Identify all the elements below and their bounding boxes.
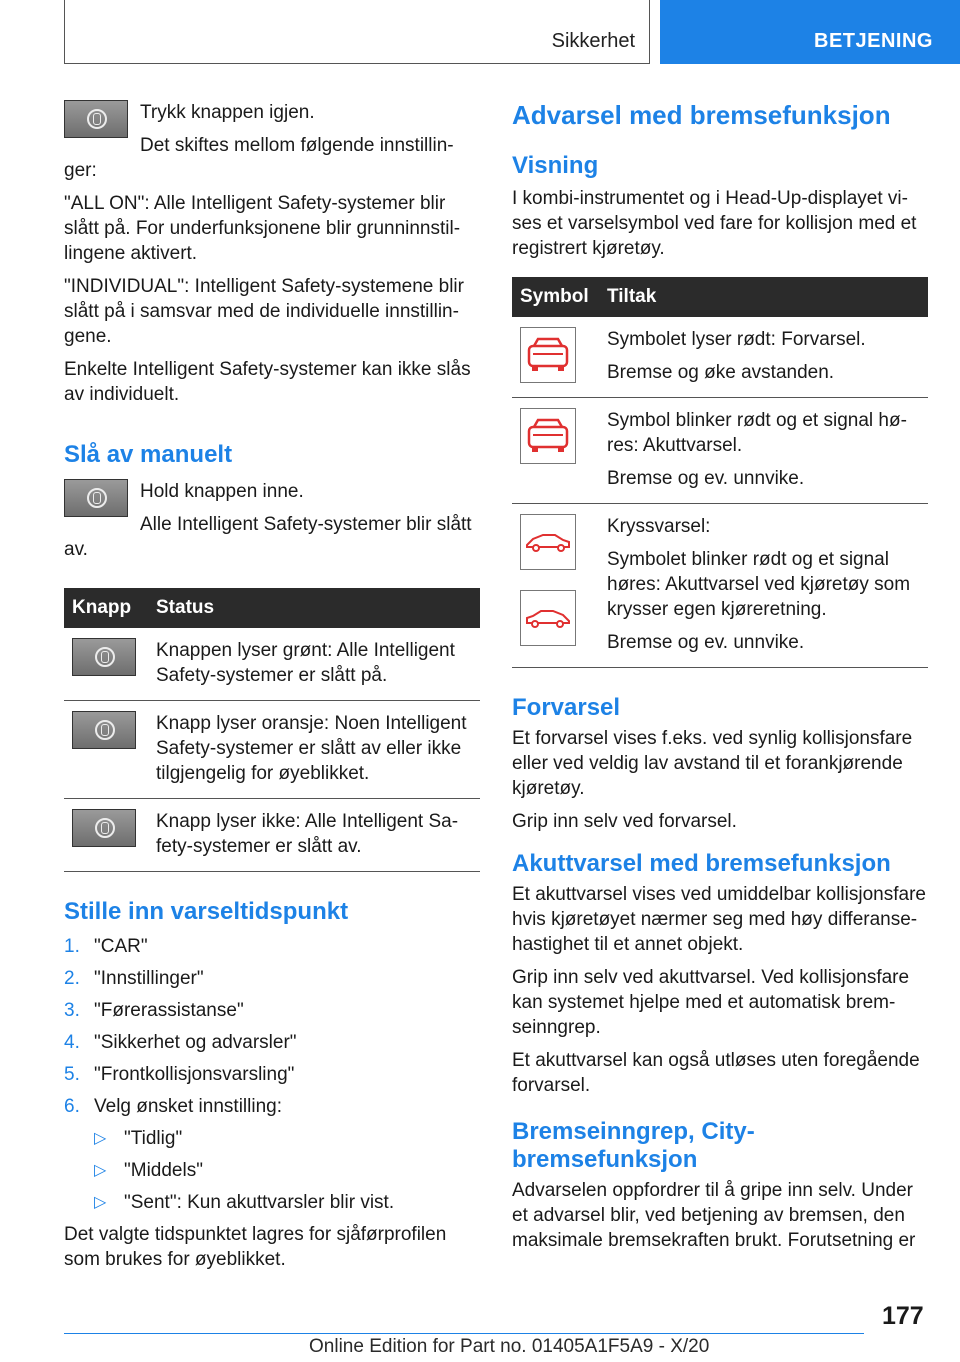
acute-warning-symbol-text: Symbol blinker rødt og et signal hø‐res: Akuttvarsel. <box>607 410 907 456</box>
intelligent-safety-button-icon <box>72 638 136 676</box>
pre-warning-symbol-text: Symbolet lyser rødt: Forvarsel. <box>607 329 866 350</box>
intelligent-safety-button-icon <box>72 711 136 749</box>
table-row <box>64 701 480 799</box>
table-row <box>512 398 928 504</box>
press-again-block <box>64 100 480 183</box>
acute-warning-trigger-text: Et akuttvarsel kan også utløses uten foregående forvarsel. <box>512 1050 920 1096</box>
individual-note-text: Enkelte Intelligent Safety-systemer kan ikke slås av individuelt. <box>64 359 471 405</box>
left-column <box>64 100 480 1272</box>
list-item: ▷ "Middels" <box>94 1160 203 1181</box>
list-item: 6. Velg ønsket innstilling: ▷ "Tidlig" ▷ "Middels" ▷ "Sent": Kun akuttvarsler blir vist. <box>64 1094 480 1215</box>
header-chapter-tab <box>660 0 960 64</box>
switch-off-heading: Slå av manuelt <box>64 441 233 468</box>
table-row <box>512 317 928 398</box>
press-again-text: Trykk knappen igjen. <box>140 102 315 123</box>
cross-warning-title: Kryssvarsel: <box>607 516 711 537</box>
acute-warning-action-text: Bremse og ev. unnvike. <box>607 468 805 489</box>
intelligent-safety-button-icon <box>64 100 128 138</box>
intelligent-safety-button-icon <box>64 479 128 517</box>
all-off-text: Alle Intelligent Safety-systemer blir slått av. <box>64 514 472 560</box>
footer-divider <box>64 1333 864 1334</box>
individual-text: "INDIVIDUAL": Intelligent Safety-systemene blir slått på i samsvar med de individuelle innstillin‐gene. <box>64 276 464 347</box>
pre-warning-intervene-text: Grip inn selv ved forvarsel. <box>512 811 737 832</box>
cross-warning-action-text: Bremse og ev. unnvike. <box>607 632 805 653</box>
table-row <box>64 628 480 701</box>
side-car-crossing-icon <box>520 590 576 646</box>
footer-edition-text: Online Edition for Part no. 01405A1F5A9 - X/20 <box>309 1336 710 1357</box>
hold-button-block <box>64 479 480 562</box>
triangle-bullet-icon: ▷ <box>94 1162 107 1179</box>
pre-warning-heading: Forvarsel <box>512 694 621 721</box>
header-section-label: Sikkerhet <box>551 30 635 52</box>
list-item: ▷ "Tidlig" <box>94 1128 183 1149</box>
table-header-symbol: Symbol <box>512 277 599 317</box>
all-on-text: "ALL ON": Alle Intelligent Safety-systemer blir slått på. For underfunksjonene blir grunninnstil‐lingene aktivert. <box>64 193 461 264</box>
hold-button-text: Hold knappen inne. <box>140 481 304 502</box>
intelligent-safety-button-icon <box>72 809 136 847</box>
option-sublist <box>94 1126 480 1215</box>
list-item: ▷ "Sent": Kun akuttvarsler blir vist. <box>94 1192 395 1213</box>
table-row <box>64 799 480 872</box>
front-car-warning-icon <box>520 327 576 383</box>
status-orange-text: Knapp lyser oransje: Noen Intelligent Safety-systemer er slått av eller ikke tilgjengelig for øyeblikket. <box>148 701 480 799</box>
display-text: I kombi-instrumentet og i Head-Up-displayet vi‐ses et varselsymbol ved fare for kollisjon med et registrert kjøretøy. <box>512 188 917 259</box>
acute-warning-heading: Akuttvarsel med bremsefunksjon <box>512 850 891 877</box>
acute-warning-text: Et akuttvarsel vises ved umiddelbar kollisjonsfare hvis kjøretøyet nærmer seg med høy differanse‐hastighet til et annet objekt. <box>512 884 926 955</box>
acute-warning-intervene-text: Grip inn selv ved akuttvarsel. Ved kollisjonsfare kan systemet hjelpe med et automatisk brem‐seinngrep. <box>512 967 910 1038</box>
symbol-action-table <box>512 277 928 668</box>
triangle-bullet-icon: ▷ <box>94 1194 107 1211</box>
list-item: 4. "Sikkerhet og advarsler" <box>64 1032 297 1053</box>
list-item: 5. "Frontkollisjonsvarsling" <box>64 1064 295 1085</box>
table-header-action: Tiltak <box>599 277 928 317</box>
list-item: 1. "CAR" <box>64 936 148 957</box>
front-car-warning-icon <box>520 408 576 464</box>
cross-warning-text: Symbolet blinker rødt og et signal høres: Akuttvarsel ved kjøretøy som krysser egen kjøreretning. <box>607 549 911 620</box>
header-chapter-label: BETJENING <box>814 30 933 52</box>
list-item: 3. "Førerassistanse" <box>64 1000 244 1021</box>
side-car-crossing-icon <box>520 514 576 570</box>
list-item: 2. "Innstillinger" <box>64 968 204 989</box>
triangle-bullet-icon: ▷ <box>94 1130 107 1147</box>
steps-list <box>64 934 480 1215</box>
status-green-text: Knappen lyser grønt: Alle Intelligent Safety-systemer er slått på. <box>148 628 480 701</box>
table-row <box>512 504 928 668</box>
toggle-settings-text: Det skiftes mellom følgende innstillin‐ger: <box>64 135 454 181</box>
warning-time-heading: Stille inn varseltidspunkt <box>64 898 349 925</box>
table-header-status: Status <box>148 588 480 628</box>
status-off-text: Knapp lyser ikke: Alle Intelligent Sa‐fety-systemer er slått av. <box>148 799 480 872</box>
main-heading: Advarsel med bremsefunksjon <box>512 100 891 130</box>
button-status-table <box>64 588 480 872</box>
display-heading: Visning <box>512 152 599 179</box>
closing-text: Det valgte tidspunktet lagres for sjåførprofilen som brukes for øyeblikket. <box>64 1224 447 1270</box>
brake-intervention-heading: Bremseinngrep, City-bremsefunksjon <box>512 1118 755 1173</box>
header-section-box <box>64 0 650 64</box>
table-header-button: Knapp <box>64 588 148 628</box>
right-column <box>512 100 928 1253</box>
page-number: 177 <box>882 1302 924 1330</box>
brake-intervention-text: Advarselen oppfordrer til å gripe inn selv. Under et advarsel blir, ved betjening av bremsen, den maksimale bremsekraften brukt. Forutsetning er <box>512 1180 916 1251</box>
pre-warning-action-text: Bremse og øke avstanden. <box>607 362 835 383</box>
pre-warning-text: Et forvarsel vises f.eks. ved synlig kollisjonsfare eller ved veldig lav avstand til et forankjørende kjøretøy. <box>512 728 913 799</box>
